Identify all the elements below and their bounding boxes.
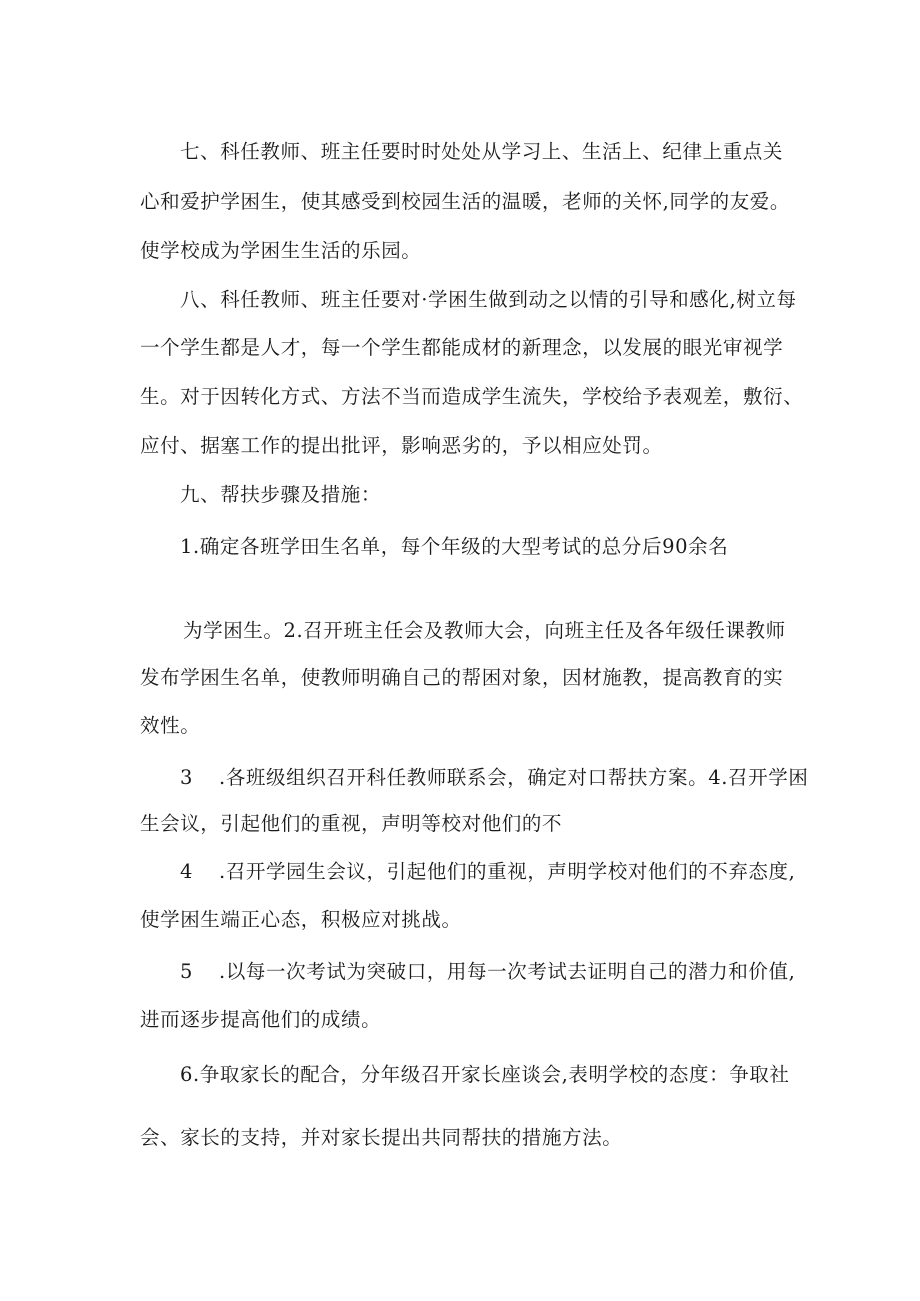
step-3-number: 3 [180,766,194,789]
para-7-line-1: 七、科任教师、班主任要时时处处从学习上、生活上、纪律上重点关 [180,140,784,163]
step-6-line-1: 6.争取家长的配合，分年级召开家长座谈会,表明学校的态度：争取社 [180,1063,790,1086]
step-1-line-1: 1.确定各班学田生名单，每个年级的大型考试的总分后90余名 [180,535,729,558]
step-3-line-1 [180,768,808,788]
step-4-number: 4 [180,860,194,883]
step-5-line-2: 进而逐步提高他们的成绩。 [140,1008,382,1031]
step-3-text: .各班级组织召开科任教师联系会，确定对口帮扶方案。4.召开学困 [219,766,809,789]
step-5-number: 5 [180,960,194,983]
step-2-line-2: 发布学困生名单，使教师明确自己的帮困对象，因材施教，提高教育的实 [140,666,784,689]
para-8-line-4: 应付、据塞工作的提出批评，影响恶劣的，予以相应处罚。 [140,434,663,457]
step-4-line-1 [180,862,795,882]
step-4-line-2: 使学困生端正心态，积极应对挑战。 [140,908,462,931]
section-9-heading: 九、帮扶步骤及措施： [180,483,382,506]
step-6-line-2: 会、家长的支持，并对家长提出共同帮扶的措施方法。 [140,1126,623,1149]
step-2-line-3: 效性。 [140,714,201,737]
step-3-line-2: 生会议，引起他们的重视，声明等校对他们的不 [140,812,563,835]
step-5-text: .以每一次考试为突破口，用每一次考试去证明自己的潜力和价值, [219,960,796,983]
para-8-line-3: 生。对于因转化方式、方法不当而造成学生流失，学校给予表观差，敷衍、 [140,385,804,408]
step-4-text: .召开学园生会议，引起他们的重视，声明学校对他们的不弃态度, [219,860,796,883]
para-7-line-2: 心和爱护学困生，使其感受到校园生活的温暖，老师的关怀,同学的友爱。 [140,190,790,213]
para-8-line-1: 八、科任教师、班主任要对·学困生做到动之以情的引导和感化,树立每 [180,288,797,311]
step-2-line-1: 为学困生。2.召开班主任会及教师大会，向班主任及各年级任课教师 [183,619,786,642]
para-8-line-2: 一个学生都是人才，每一个学生都能成材的新理念，以发展的眼光审视学 [140,336,784,359]
step-5-line-1 [180,962,795,982]
para-7-line-3: 使学校成为学困生生活的乐园。 [140,239,422,262]
